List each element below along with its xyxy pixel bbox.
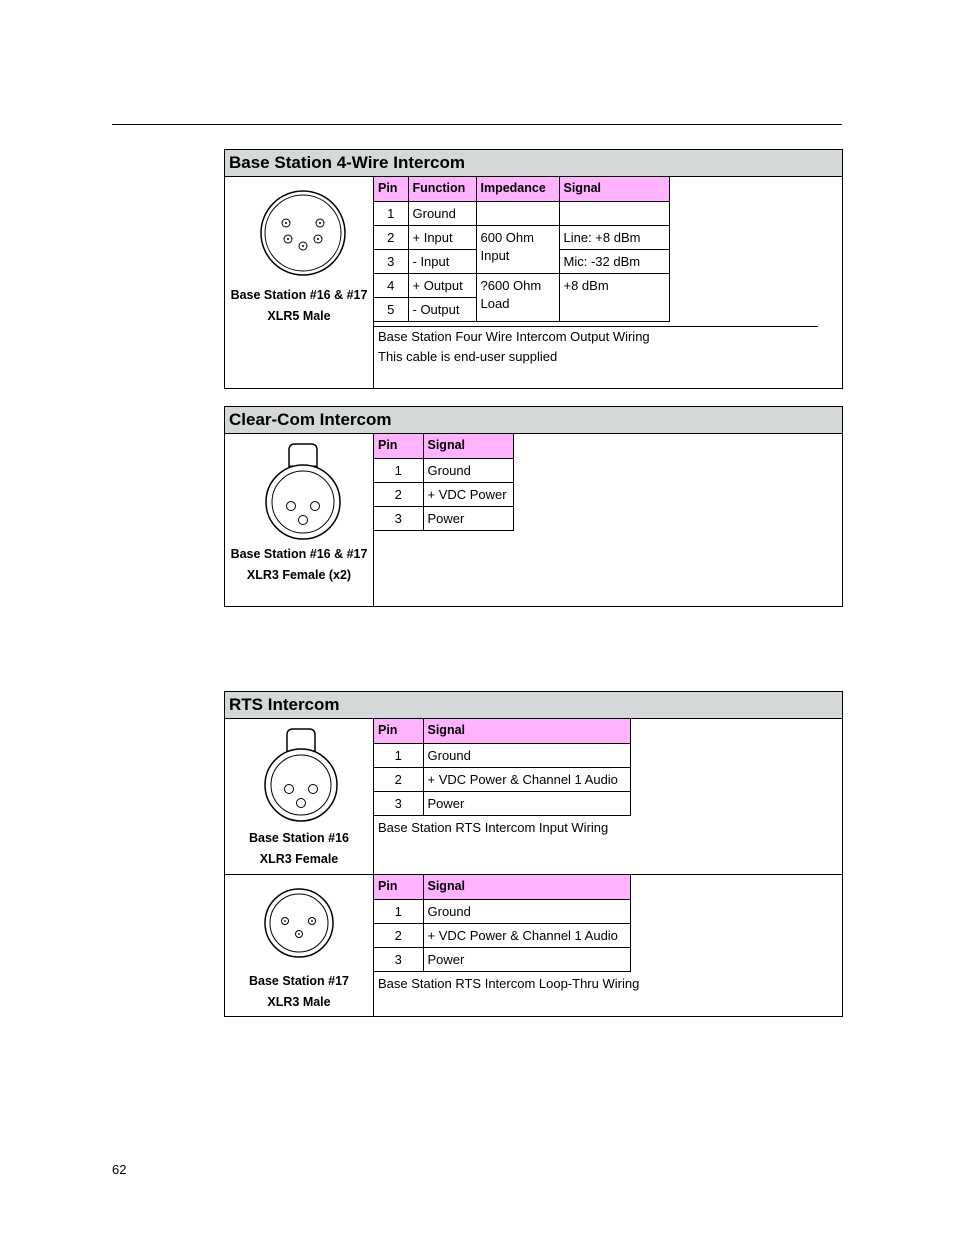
signal-header: Signal [559,177,669,201]
rts-input-label-line1: Base Station #16 [248,831,350,845]
clearcom-label-line2: XLR3 Female (x2) [246,568,352,582]
xlr3-female-connector-icon [261,440,345,542]
rts-loop-connector-cell [225,875,374,1017]
signal-cell [559,201,669,225]
pin-header: Pin [374,875,423,899]
pin-header: Pin [374,177,408,201]
rts-loop-label-line1: Base Station #17 [248,974,350,988]
function-cell: + Output [408,273,476,297]
four-wire-note-2: This cable is end-user supplied [378,349,558,364]
pin-cell: 1 [374,743,423,767]
pin-header: Pin [374,719,423,743]
four-wire-connector-label [225,287,373,325]
signal-cell: Ground [423,899,630,923]
clearcom-connector-label [225,546,373,584]
four-wire-row [225,177,842,388]
four-wire-pin-table [374,177,670,322]
rts-loop-row [225,874,842,1017]
table-row [374,201,669,225]
pin-cell: 3 [374,791,423,815]
impedance-cell: ?600 Ohm Load [476,273,559,321]
rts-input-row [225,719,842,874]
rts-loop-pin-table [374,875,631,972]
signal-cell: Power [423,947,630,971]
pin-cell: 2 [374,923,423,947]
pin-cell: 2 [374,482,423,506]
rts-loop-label-line2: XLR3 Male [267,995,331,1009]
xlr5-male-connector-icon [259,189,347,277]
signal-cell: Power [423,506,513,530]
table-header-row [374,875,630,899]
pin-cell: 1 [374,201,408,225]
function-cell: - Input [408,249,476,273]
function-cell: Ground [408,201,476,225]
signal-cell: + VDC Power & Channel 1 Audio [423,767,630,791]
signal-cell: + VDC Power & Channel 1 Audio [423,923,630,947]
impedance-cell [476,201,559,225]
pin-cell: 5 [374,297,408,321]
signal-header: Signal [423,434,513,458]
four-wire-label-line2: XLR5 Male [267,309,331,323]
pin-cell: 3 [374,947,423,971]
rts-loop-note: Base Station RTS Intercom Loop-Thru Wiring [378,976,640,991]
pin-cell: 1 [374,899,423,923]
function-cell: + Input [408,225,476,249]
signal-cell: Power [423,791,630,815]
table-header-row [374,719,630,743]
rts-title: RTS Intercom [225,692,842,719]
clearcom-pin-table [374,434,514,531]
signal-cell: Ground [423,743,630,767]
rts-input-note: Base Station RTS Intercom Input Wiring [378,820,609,835]
pin-cell: 2 [374,225,408,249]
table-row [374,225,669,249]
table-row [374,767,630,791]
four-wire-connector-cell [225,177,374,388]
rts-input-label-line2: XLR3 Female [259,852,339,866]
impedance-cell: 600 Ohm Input [476,225,559,273]
table-row [374,506,513,530]
table-row [374,899,630,923]
signal-cell: + VDC Power [423,482,513,506]
table-header-row [374,434,513,458]
impedance-header: Impedance [476,177,559,201]
signal-cell: Mic: -32 dBm [559,249,669,273]
pin-cell: 4 [374,273,408,297]
clearcom-title: Clear-Com Intercom [225,407,842,434]
function-header: Function [408,177,476,201]
table-row [374,482,513,506]
clearcom-label-line1: Base Station #16 & #17 [230,547,368,561]
page-number: 62 [112,1162,127,1177]
signal-cell: Ground [423,458,513,482]
pin-cell: 3 [374,249,408,273]
four-wire-notes [378,327,650,367]
four-wire-note-1: Base Station Four Wire Intercom Output Wiring [378,329,650,344]
table-row [374,743,630,767]
four-wire-title: Base Station 4-Wire Intercom [225,150,842,177]
clearcom-connector-cell [225,434,374,606]
table-header-row [374,177,669,201]
pin-cell: 3 [374,506,423,530]
clearcom-intercom-section [224,406,843,607]
header-rule [112,124,842,125]
clearcom-row [225,434,842,606]
pin-cell: 2 [374,767,423,791]
rts-input-connector-label [225,830,373,868]
xlr3-male-connector-icon [263,887,335,959]
table-row [374,923,630,947]
table-row [374,947,630,971]
four-wire-intercom-section [224,149,843,389]
signal-cell: +8 dBm [559,273,669,321]
signal-header: Signal [423,719,630,743]
xlr3-female-connector-icon [261,725,341,825]
rts-intercom-section [224,691,843,1017]
table-row [374,273,669,297]
pin-header: Pin [374,434,423,458]
rts-input-pin-table [374,719,631,816]
rts-input-connector-cell [225,719,374,874]
table-row [374,791,630,815]
rts-loop-connector-label [225,973,373,1011]
four-wire-label-line1: Base Station #16 & #17 [230,288,368,302]
function-cell: - Output [408,297,476,321]
signal-cell: Line: +8 dBm [559,225,669,249]
table-row [374,458,513,482]
pin-cell: 1 [374,458,423,482]
signal-header: Signal [423,875,630,899]
